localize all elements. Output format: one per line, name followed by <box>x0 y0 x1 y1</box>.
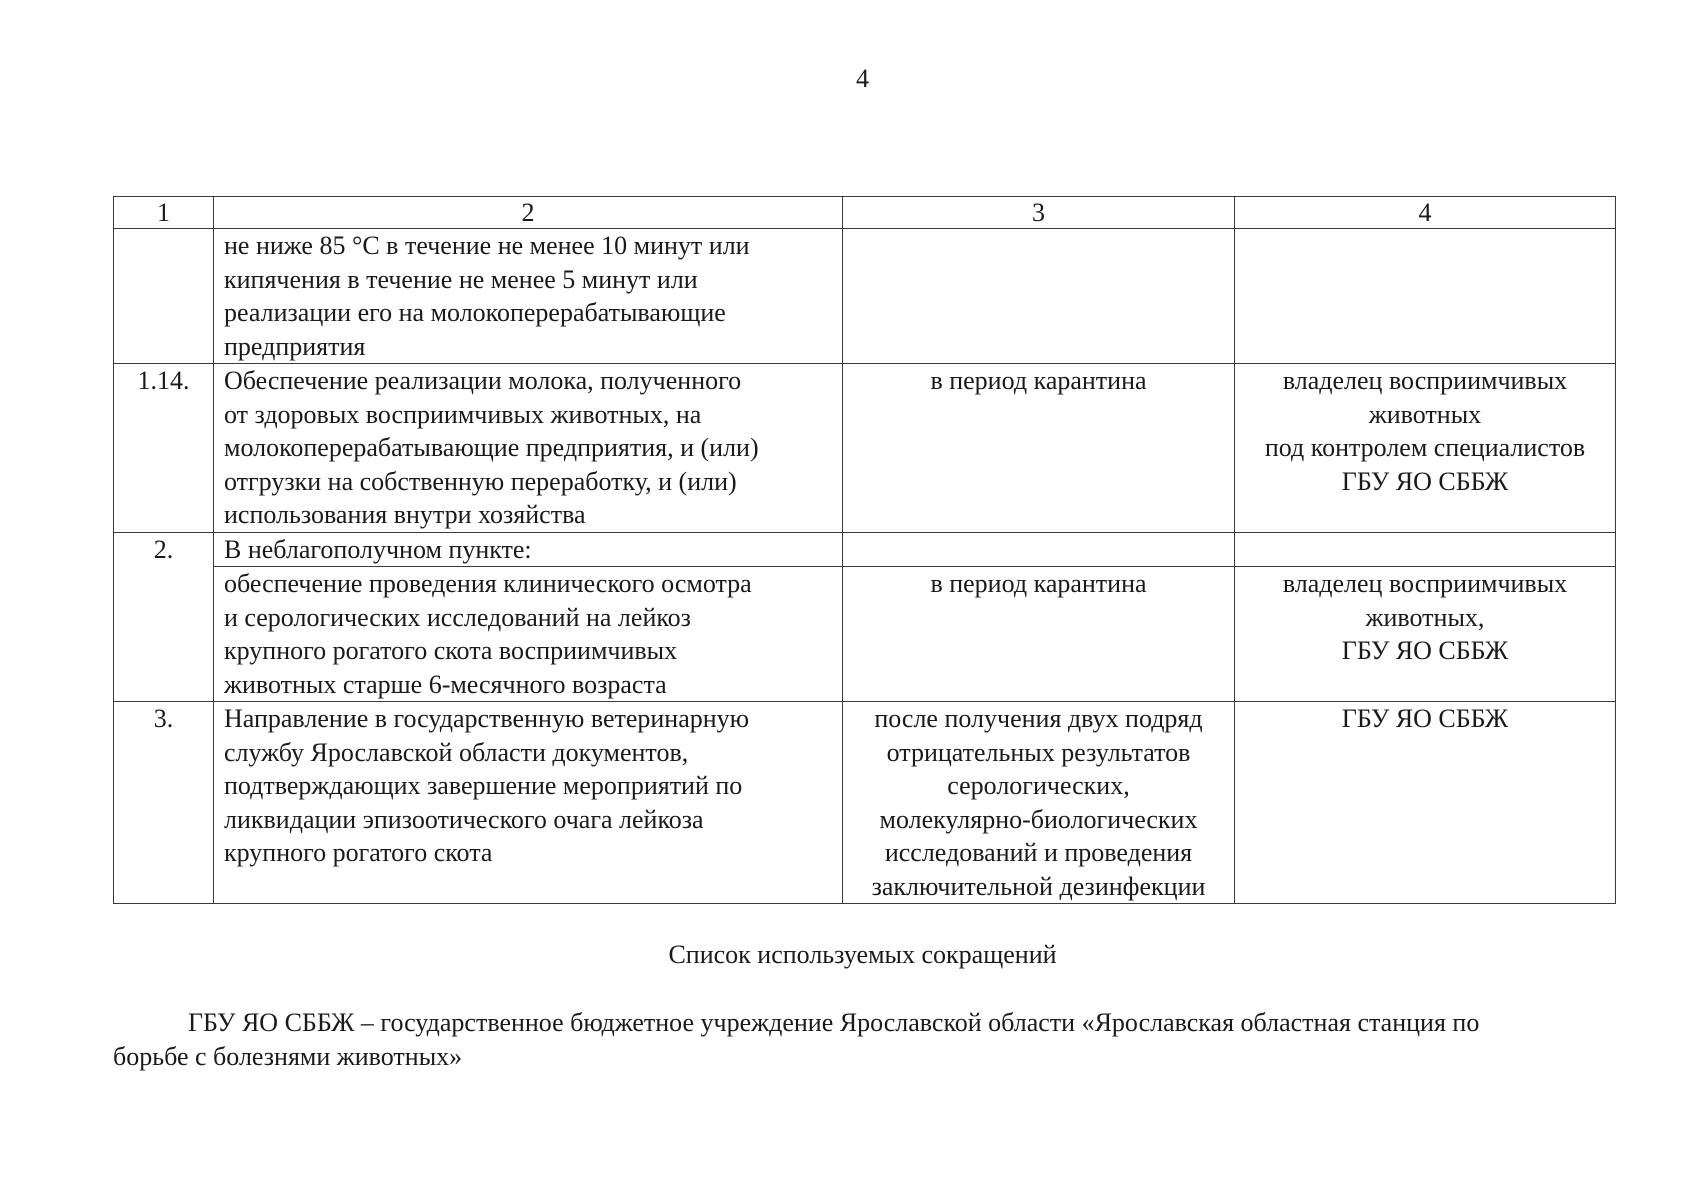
table-row <box>114 702 1616 904</box>
action-text-line: молокоперерабатывающие предприятия, и (или) <box>224 433 759 462</box>
period-cell <box>843 532 1235 567</box>
action-text-line: Направление в государственную ветеринарную <box>224 704 750 733</box>
header-col-2: 2 <box>214 197 843 229</box>
action-text-line: отгрузки на собственную переработку, и (или) <box>224 466 737 496</box>
header-col-4: 4 <box>1235 197 1616 229</box>
row-number-cell: 2. <box>114 532 214 702</box>
responsible-text-line: ГБУ ЯО СББЖ <box>1341 704 1509 733</box>
action-text-line: предприятия <box>224 331 366 361</box>
header-col-1: 1 <box>114 197 214 229</box>
action-text-line: службу Ярославской области документов, <box>224 737 689 767</box>
abbreviations-paragraph <box>113 1006 1623 1074</box>
period-text-line: исследований и проведения <box>884 838 1193 867</box>
action-text-line: В неблагополучном пункте: <box>224 534 532 564</box>
responsible-text-line: владелец восприимчивых <box>1282 366 1568 395</box>
action-text-line: подтверждающих завершение мероприятий по <box>224 771 743 800</box>
row-number-cell <box>114 229 214 364</box>
period-cell <box>843 567 1235 702</box>
action-text-line: крупного рогатого скота восприимчивых <box>224 636 678 665</box>
action-text-line: крупного рогатого скота <box>224 838 493 867</box>
responsible-cell <box>1235 567 1616 702</box>
table-row <box>114 532 1616 567</box>
period-text-line: после получения двух подряд <box>874 704 1203 733</box>
responsible-cell <box>1235 532 1616 567</box>
responsible-text-line: животных, <box>1365 602 1485 632</box>
period-text-line: заключительной дезинфекции <box>871 871 1206 901</box>
abbreviation-line: борьбе с болезнями животных» <box>113 1042 463 1071</box>
table-row <box>114 229 1616 364</box>
responsible-cell <box>1235 702 1616 904</box>
table-row <box>114 567 1616 702</box>
table-header-row <box>114 197 1616 229</box>
responsible-text-line: под контролем специалистов <box>1264 433 1586 462</box>
abbreviation-line: ГБУ ЯО СББЖ – государственное бюджетное учреждение Ярославской области «Ярославская областная станция по <box>188 1008 1480 1037</box>
period-text-line: в период карантина <box>930 366 1147 395</box>
measures-table <box>113 196 1616 904</box>
page-number: 4 <box>856 64 869 93</box>
action-cell <box>214 702 843 904</box>
responsible-text-line: животных <box>1368 399 1482 429</box>
row-number-cell: 3. <box>114 702 214 904</box>
action-text-line: ликвидации эпизоотического очага лейкоза <box>224 804 704 834</box>
action-cell <box>214 229 843 364</box>
period-text-line: серологических, <box>947 771 1130 800</box>
action-text-line: реализации его на молокоперерабатывающие <box>224 298 726 327</box>
action-text-line: и серологических исследований на лейкоз <box>224 602 691 632</box>
action-cell <box>214 532 843 567</box>
action-cell <box>214 567 843 702</box>
action-text-line: использования внутри хозяйства <box>224 500 586 529</box>
responsible-text-line: ГБУ ЯО СББЖ <box>1341 466 1509 496</box>
period-cell <box>843 702 1235 904</box>
header-col-3: 3 <box>843 197 1235 229</box>
action-cell <box>214 364 843 533</box>
responsible-cell <box>1235 229 1616 364</box>
period-text-line: отрицательных результатов <box>886 737 1191 767</box>
period-cell <box>843 364 1235 533</box>
action-text-line: не ниже 85 °C в течение не менее 10 минут или <box>224 231 750 260</box>
responsible-text-line: владелец восприимчивых <box>1282 569 1568 598</box>
action-text-line: обеспечение проведения клинического осмотра <box>224 569 752 598</box>
action-text-line: кипячения в течение не менее 5 минут или <box>224 264 698 294</box>
abbreviations-title: Список используемых сокращений <box>668 940 1057 969</box>
action-text-line: животных старше 6-месячного возраста <box>224 669 667 699</box>
period-text-line: в период карантина <box>930 569 1147 598</box>
table-row <box>114 364 1616 533</box>
action-text-line: Обеспечение реализации молока, полученного <box>224 366 742 395</box>
action-text-line: от здоровых восприимчивых животных, на <box>224 399 702 429</box>
responsible-text-line: ГБУ ЯО СББЖ <box>1341 636 1509 665</box>
period-cell <box>843 229 1235 364</box>
period-text-line: молекулярно-биологических <box>879 804 1198 834</box>
responsible-cell <box>1235 364 1616 533</box>
row-number-cell: 1.14. <box>114 364 214 533</box>
